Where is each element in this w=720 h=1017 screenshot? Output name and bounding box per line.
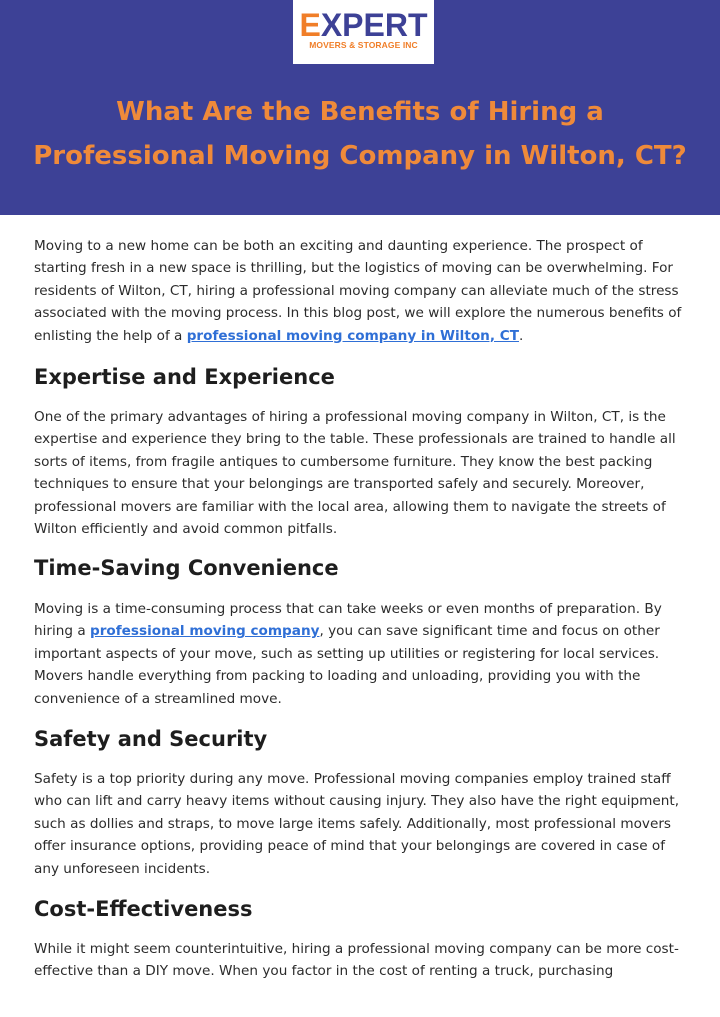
heading-time-saving: Time-Saving Convenience: [34, 556, 339, 580]
logo-wordmark: [293, 9, 434, 41]
logo-letter-x: X: [320, 7, 343, 43]
intro-text: Moving to a new home can be both an exciting and daunting experience. The prospect of starting fresh in a new space is thrilling, but the logistics of moving can be overwhelming. For residents of Wilton, CT, hiring a professional moving company can alleviate much of the stress associated with the moving process. In this blog post, we will explore the numerous benefits of enlisting the help of a: [34, 238, 682, 344]
professional-movers-link[interactable]: professional moving company: [89, 623, 320, 640]
time-text-after: , you can save significant time and focus on other important aspects of your move, such as setting up utilities or registering for local services. Movers handle everything from packing to loading and unloading, providing you with the convenience of a streamlined move.: [34, 623, 660, 707]
cost-paragraph: While it might seem counterintuitive, hiring a professional moving company can be more cost-effective than a DIY move. When you factor in the cost of renting a truck, purchasing: [34, 941, 679, 980]
logo-letter-e: E: [299, 7, 321, 43]
intro-paragraph: [34, 235, 694, 347]
page-title-line-1: What Are the Benefits of Hiring a: [116, 97, 604, 127]
logo-tagline: MOVERS & STORAGE INC: [309, 40, 418, 50]
page-title-line-2: Professional Moving Company in Wilton, CT?: [33, 141, 687, 171]
time-text-before: Moving is a time-consuming process that can take weeks or even months of preparation. By hiring a: [34, 601, 662, 640]
logo-letters-rest: PERT: [342, 7, 428, 43]
wilton-movers-link[interactable]: professional moving company in Wilton, CT: [186, 327, 519, 344]
time-saving-paragraph: [34, 598, 694, 710]
company-logo[interactable]: [293, 0, 434, 64]
expertise-paragraph: One of the primary advantages of hiring a professional moving company in Wilton, CT, is the expertise and experience they bring to the table. These professionals are trained to handle all sorts of items, from fragile antiques to cumbersome furniture. They know the best packing techniques to ensure that your belongings are transported safely and securely. Moreover, professional movers are familiar with the local area, allowing them to navigate the streets of Wilton efficiently and avoid common pitfalls.: [34, 409, 676, 538]
intro-tail: .: [518, 327, 524, 344]
safety-paragraph: Safety is a top priority during any move. Professional moving companies employ trained staff who can lift and carry heavy items without causing injury. They also have the right equipment, such as dollies and straps, to move large items safely. Additionally, most professional movers offer insurance options, providing peace of mind that your belongings are covered in case of any unforeseen incidents.: [34, 771, 680, 877]
header-banner: [0, 0, 720, 215]
page-title: [30, 90, 690, 178]
heading-safety: Safety and Security: [34, 727, 268, 751]
heading-expertise: Expertise and Experience: [34, 365, 335, 389]
heading-cost: Cost-Effectiveness: [34, 897, 253, 921]
